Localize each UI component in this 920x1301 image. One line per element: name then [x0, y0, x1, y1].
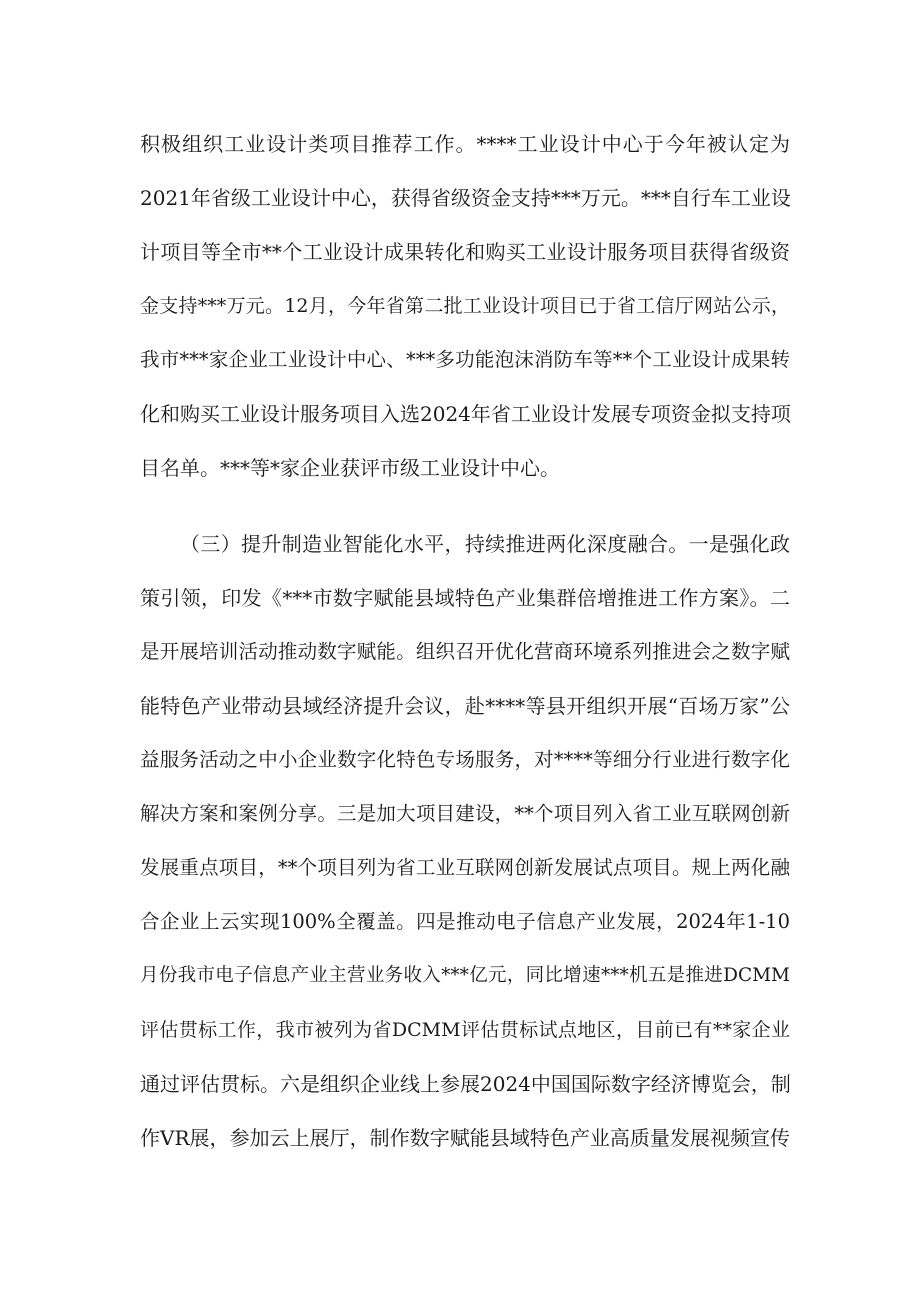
text-line: 金支持***万元。12月，今年省第二批工业设计项目已于省工信厅网站公示， [140, 295, 790, 317]
text-line: 积极组织工业设计类项目推荐工作。****工业设计中心于今年被认定为 [140, 132, 790, 156]
text-line: 能特色产业带动县域经济提升会议，赴****等县开组织开展“百场万家”公 [140, 694, 790, 718]
text-line: 我市***家企业工业设计中心、***多功能泡沫消防车等**个工业设计成果转 [140, 348, 790, 371]
text-line: 月份我市电子信息产业主营业务收入***亿元，同比增速***机五是推进DCMM [140, 965, 790, 986]
text-line: 益服务活动之中小企业数字化特色专场服务，对****等细分行业进行数字化 [140, 748, 790, 771]
text-line: 评估贯标工作，我市被列为省DCMM评估贯标试点地区，目前已有**家企业 [140, 1019, 790, 1041]
text-line: 作VR展，参加云上展厅，制作数字赋能县域特色产业高质量发展视频宣传 [140, 1126, 790, 1150]
text-line: 计项目等全市**个工业设计成果转化和购买工业设计服务项目获得省级资 [140, 240, 790, 264]
text-line: 策引领，印发《***市数字赋能县域特色产业集群倍增推进工作方案》。二 [140, 586, 790, 610]
text-line: 发展重点项目，**个项目列为省工业互联网创新发展试点项目。规上两化融 [140, 856, 790, 879]
text-line: 合企业上云实现100%全覆盖。四是推动电子信息产业发展，2024年1-10 [140, 910, 790, 933]
text-line: 通过评估贯标。六是组织企业线上参展2024中国国际数字经济博览会，制 [140, 1072, 791, 1096]
text-line: 解决方案和案例分享。三是加大项目建设，**个项目列入省工业互联网创新 [140, 802, 790, 825]
text-line: 化和购买工业设计服务项目入选2024年省工业设计发展专项资金拟支持项 [140, 402, 791, 426]
text-line: 2021年省级工业设计中心，获得省级资金支持***万元。***自行车工业设 [140, 186, 791, 210]
text-line: （三）提升制造业智能化水平，持续推进两化深度融合。一是强化政 [180, 532, 790, 556]
text-line: 是开展培训活动推动数字赋能。组织召开优化营商环境系列推进会之数字赋 [140, 640, 790, 663]
text-line: 目名单。***等*家企业获评市级工业设计中心。 [140, 456, 560, 480]
